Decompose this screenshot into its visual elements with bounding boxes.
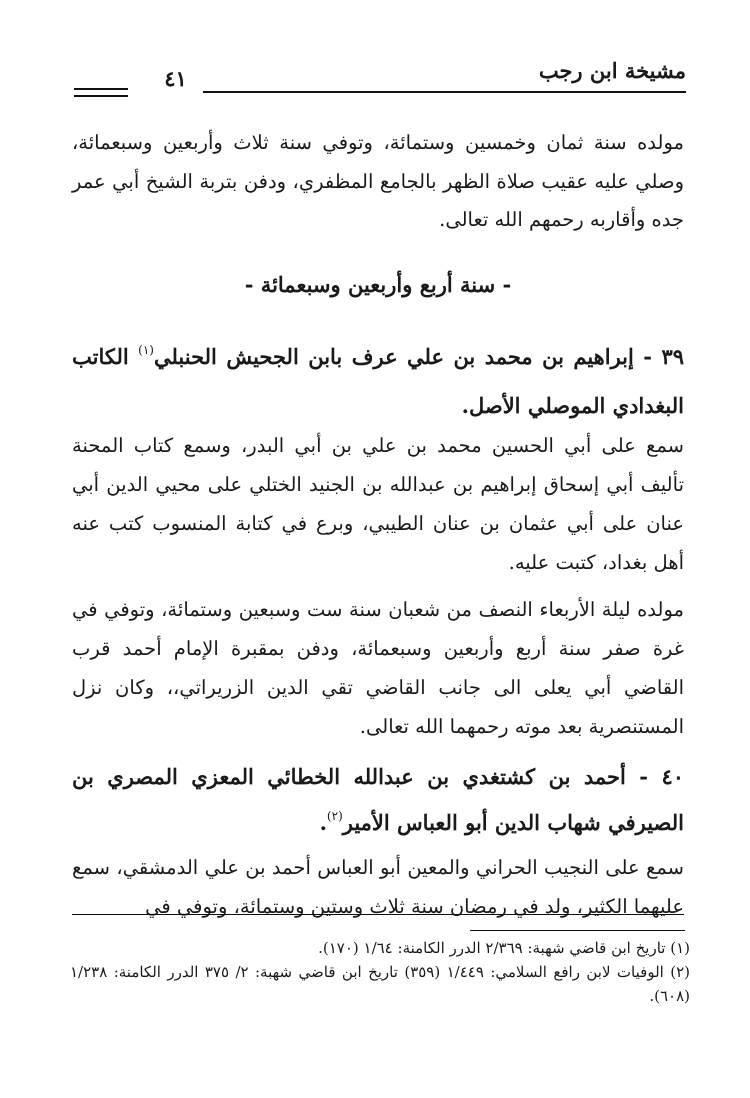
paragraph-entry-39-hearing: سمع على أبي الحسين محمد بن علي بن أبي البدر، وسمع كتاب المحنة تأليف أبي إسحاق إبراهيم بن عبدالله بن الجنيد الختلي على محيي الدين أبي عنان على أبي عثمان بن عنان الطيبي، وبرع في كتابة المنسوب كتب عنه أهل بغداد، كتبت عليه. — [72, 434, 684, 574]
footnote-separator — [470, 930, 685, 931]
entry-40-heading — [72, 754, 684, 849]
entry-39-text-tail: الكاتب البغدادي الموصلي الأصل. — [72, 344, 684, 418]
header-rule-left-top — [74, 88, 128, 90]
header-rule-right — [203, 91, 686, 93]
header-rule-left-bottom — [74, 95, 128, 97]
section-title: - سنة أربع وأربعين وسبعمائة - — [244, 272, 512, 297]
footnote-ref-2: (٢) — [326, 809, 343, 823]
page-number: ٤١ — [164, 66, 187, 91]
text-underline — [72, 914, 684, 915]
paragraph-entry-39-death: مولده ليلة الأربعاء النصف من شعبان سنة ست وسبعين وستمائة، وتوفي في غرة صفر سنة أربع وأربعين وسبعمائة، ودفن بمقبرة الإمام أحمد قرب القاضي أبي يعلى الى جانب القاضي تقي الدين الزريراتي،، وكان نزل المستنصرية بعد موته رحمهما الله تعالى. — [72, 598, 684, 738]
footnote-ref-1: (١) — [138, 343, 154, 357]
paragraph-entry-40-hearing: سمع على النجيب الحراني والمعين أبو العباس أحمد بن علي الدمشقي، سمع عليهما الكثير، ولد في رمضان سنة ثلاث وستين وستمائة، وتوفي في — [72, 856, 684, 918]
running-header — [70, 58, 686, 102]
footnote-1: (١) تاريخ ابن قاضي شهبة: ٢/٣٦٩ الدرر الكامنة: ١/٦٤ (١٧٠). — [318, 939, 690, 957]
book-title: مشيخة ابن رجب — [538, 58, 686, 83]
entry-39-heading — [72, 334, 684, 429]
entry-40-text-tail: . — [319, 810, 327, 835]
paragraph-death-record: مولده سنة ثمان وخمسين وستمائة، وتوفي سنة ثلاث وأربعين وسبعمائة، وصلي عليه عقيب صلاة الظهر بالجامع المظفري، ودفن بتربة الشيخ أبي عمر جده وأقاربه رحمهم الله تعالى. — [72, 131, 684, 231]
footnote-2: (٢) الوفيات لابن رافع السلامي: ١/٤٤٩ (٣٥٩) تاريخ ابن قاضي شهبة: ٢/ ٣٧٥ الدرر الكامنة: ١/٢٣٨ (٦٠٨). — [70, 963, 690, 1005]
entry-40-text: ٤٠ - أحمد بن كشتغدي بن عبدالله الخطائي المعزي المصري بن الصيرفي شهاب الدين أبو العباس الأمير — [72, 764, 684, 835]
entry-39-text: ٣٩ - إبراهيم بن محمد بن علي عرف بابن الجحيش الحنبلي — [153, 344, 684, 369]
